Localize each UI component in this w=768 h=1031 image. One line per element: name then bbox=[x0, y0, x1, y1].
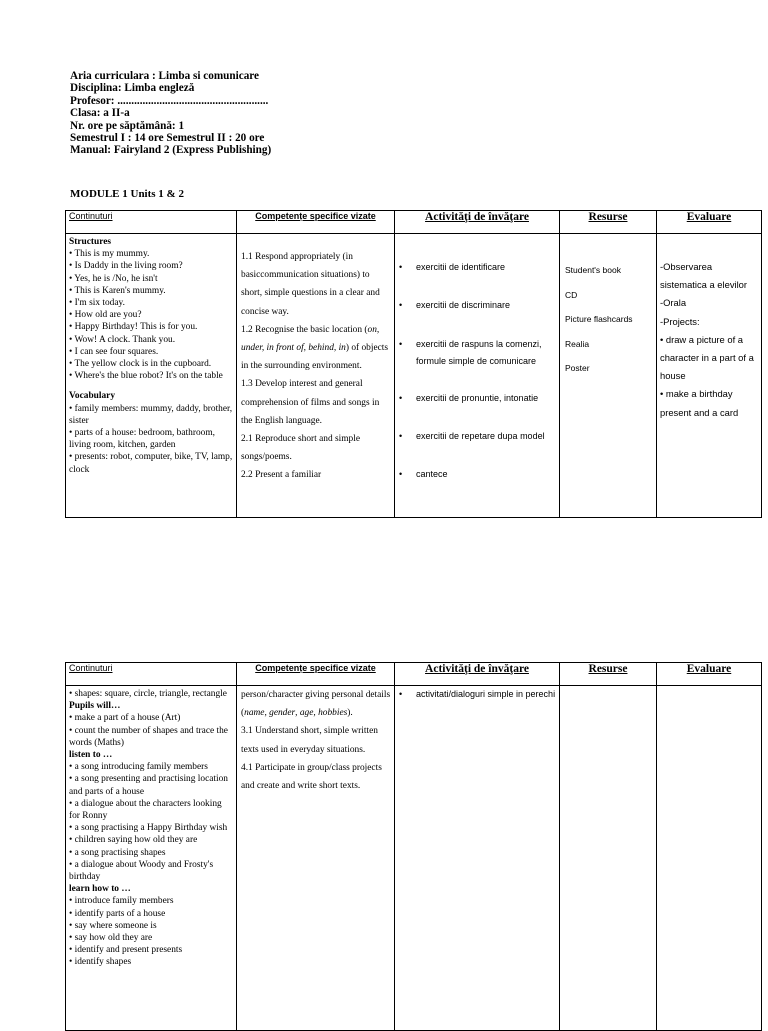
structure-item: • Happy Birthday! This is for you. bbox=[69, 322, 198, 333]
shapes-item: • shapes: square, circle, triangle, rectangle bbox=[69, 689, 227, 699]
listen-item: • a song practising a Happy Birthday wish bbox=[69, 823, 228, 834]
vocabulary-heading: Vocabulary bbox=[69, 391, 116, 402]
evaluare-cell bbox=[657, 686, 762, 1031]
competenta-2-1: 2.1 Reproduce short and simple songs/poems. bbox=[241, 434, 360, 463]
continuturi-cell bbox=[66, 234, 237, 518]
col-header-competente: Competențe specifice vizate bbox=[237, 663, 395, 686]
competente-cell bbox=[237, 686, 395, 1031]
resurse-cell bbox=[560, 234, 657, 518]
activitati-cell bbox=[395, 686, 560, 1031]
resource-item: Picture flashcards bbox=[565, 314, 633, 324]
col-header-resurse: Resurse bbox=[560, 663, 657, 686]
competente-cell bbox=[237, 234, 395, 518]
learn-item: • introduce family members bbox=[69, 896, 174, 907]
table-header-row bbox=[66, 663, 762, 686]
pupils-item: • count the number of shapes and trace the words (Maths) bbox=[69, 725, 228, 748]
competenta-1-1: 1.1 Respond appropriately (in basiccommunication situations) to short, simple questions in a clear and concise way. bbox=[241, 252, 380, 317]
competenta-1-3: 1.3 Develop interest and general comprehension of films and songs in the English language. bbox=[241, 379, 380, 426]
col-header-competente: Competențe specifice vizate bbox=[237, 211, 395, 234]
learn-item: • identify shapes bbox=[69, 957, 132, 968]
structure-item: • Yes, he is /No, he isn't bbox=[69, 273, 158, 284]
listen-item: • children saying how old they are bbox=[69, 835, 198, 846]
resource-item: CD bbox=[565, 289, 578, 300]
table-header-row bbox=[66, 211, 762, 234]
header-profesor: Profesor: ...................................................... bbox=[70, 94, 269, 107]
competenta-4-1: 4.1 Participate in group/class projects and create and write short texts. bbox=[241, 762, 382, 792]
learn-item: • identify parts of a house bbox=[69, 908, 166, 919]
activity-item: • exercitii de pronuntie, intonatie bbox=[399, 393, 539, 403]
document-header bbox=[70, 70, 271, 157]
structure-item: • The yellow clock is in the cupboard. bbox=[69, 359, 212, 370]
learn-item: • identify and present presents bbox=[69, 945, 183, 956]
listen-item: • a song presenting and practising location and parts of a house bbox=[69, 774, 228, 797]
competenta-2-2: 2.2 Present a familiar bbox=[241, 470, 322, 481]
col-header-continuturi: Continuturi bbox=[66, 663, 237, 686]
structure-item: • Where's the blue robot? It's on the table bbox=[69, 371, 223, 382]
vocabulary-item: • family members: mummy, daddy, brother, sister bbox=[69, 403, 233, 426]
col-header-evaluare: Evaluare bbox=[657, 211, 762, 234]
header-disciplina: Disciplina: Limba engleză bbox=[70, 82, 195, 95]
vocabulary-item: • presents: robot, computer, bike, TV, lamp, clock bbox=[69, 452, 233, 475]
listen-item: • a song introducing family members bbox=[69, 762, 208, 773]
listen-item: • a song practising shapes bbox=[69, 847, 166, 858]
structure-item: • Is Daddy in the living room? bbox=[69, 261, 183, 272]
activity-item: • exercitii de identificare bbox=[399, 262, 506, 272]
evaluation-item: -Projects: bbox=[660, 315, 700, 327]
header-clasa: Clasa: a II-a bbox=[70, 107, 130, 120]
header-manual: Manual: Fairyland 2 (Express Publishing) bbox=[70, 144, 272, 157]
activity-item: • exercitii de repetare dupa model bbox=[399, 431, 545, 441]
learn-heading: learn how to … bbox=[69, 884, 131, 895]
header-semestre: Semestrul I : 14 ore Semestrul II : 20 ore bbox=[70, 132, 265, 145]
structure-item: • This is Karen's mummy. bbox=[69, 285, 166, 296]
structure-item: • I can see four squares. bbox=[69, 346, 159, 357]
activitati-cell bbox=[395, 234, 560, 518]
competenta-2-2-cont: person/character giving personal details (name, gender, age, hobbies). bbox=[241, 690, 391, 719]
evaluare-cell bbox=[657, 234, 762, 518]
col-header-activitati: Activităţi de învăţare bbox=[395, 211, 560, 234]
table-row bbox=[66, 686, 762, 1031]
learn-item: • say how old they are bbox=[69, 933, 153, 944]
activity-item: • exercitii de raspuns la comenzi, formule simple de comunicare bbox=[399, 339, 542, 366]
planning-table-2 bbox=[65, 662, 762, 1031]
vocabulary-item: • parts of a house: bedroom, bathroom, living room, kitchen, garden bbox=[69, 428, 215, 451]
evaluation-item: -Orala bbox=[660, 297, 687, 309]
listen-item: • a dialogue about the characters looking for Ronny bbox=[69, 798, 222, 822]
activity-item: • exercitii de discriminare bbox=[399, 300, 511, 310]
evaluation-item: • draw a picture of a character in a part of a house bbox=[660, 333, 754, 382]
pupils-heading: Pupils will… bbox=[69, 701, 121, 712]
resource-item: Student's book bbox=[565, 265, 621, 275]
structure-item: • This is my mummy. bbox=[69, 249, 150, 260]
structure-item: • How old are you? bbox=[69, 310, 142, 321]
activity-item: • cantece bbox=[399, 469, 448, 479]
resource-item: Realia bbox=[565, 338, 590, 349]
col-header-continuturi: Continuturi bbox=[66, 211, 237, 234]
header-aria: Aria curriculara : Limba si comunicare bbox=[70, 70, 260, 82]
pupils-item: • make a part of a house (Art) bbox=[69, 713, 181, 724]
col-header-resurse: Resurse bbox=[560, 211, 657, 234]
activity-item: • activitati/dialoguri simple in perechi bbox=[399, 689, 556, 699]
resource-item: Poster bbox=[565, 363, 590, 373]
structure-item: • Wow! A clock. Thank you. bbox=[69, 334, 176, 345]
table-row bbox=[66, 234, 762, 518]
structure-item: • I'm six today. bbox=[69, 298, 125, 309]
module-title: MODULE 1 Units 1 & 2 bbox=[70, 188, 184, 200]
structures-heading: Structures bbox=[69, 237, 112, 247]
learn-item: • say where someone is bbox=[69, 920, 157, 931]
listen-item: • a dialogue about Woody and Frosty's birthday bbox=[69, 859, 214, 883]
resurse-cell bbox=[560, 686, 657, 1031]
competenta-1-2: 1.2 Recognise the basic location (on, under, in front of, behind, in) of objects in the surrounding environment. bbox=[241, 324, 389, 372]
continuturi-cell bbox=[66, 686, 237, 1031]
competenta-3-1: 3.1 Understand short, simple written texts used in everyday situations. bbox=[241, 726, 378, 755]
evaluation-item: -Observarea sistematica a elevilor bbox=[660, 261, 748, 291]
col-header-activitati: Activităţi de învăţare bbox=[395, 663, 560, 686]
listen-heading: listen to … bbox=[69, 750, 113, 761]
planning-table-1 bbox=[65, 210, 762, 518]
header-nr-ore: Nr. ore pe săptămână: 1 bbox=[70, 119, 185, 132]
evaluation-item: • make a birthday present and a card bbox=[660, 388, 739, 418]
col-header-evaluare: Evaluare bbox=[657, 663, 762, 686]
